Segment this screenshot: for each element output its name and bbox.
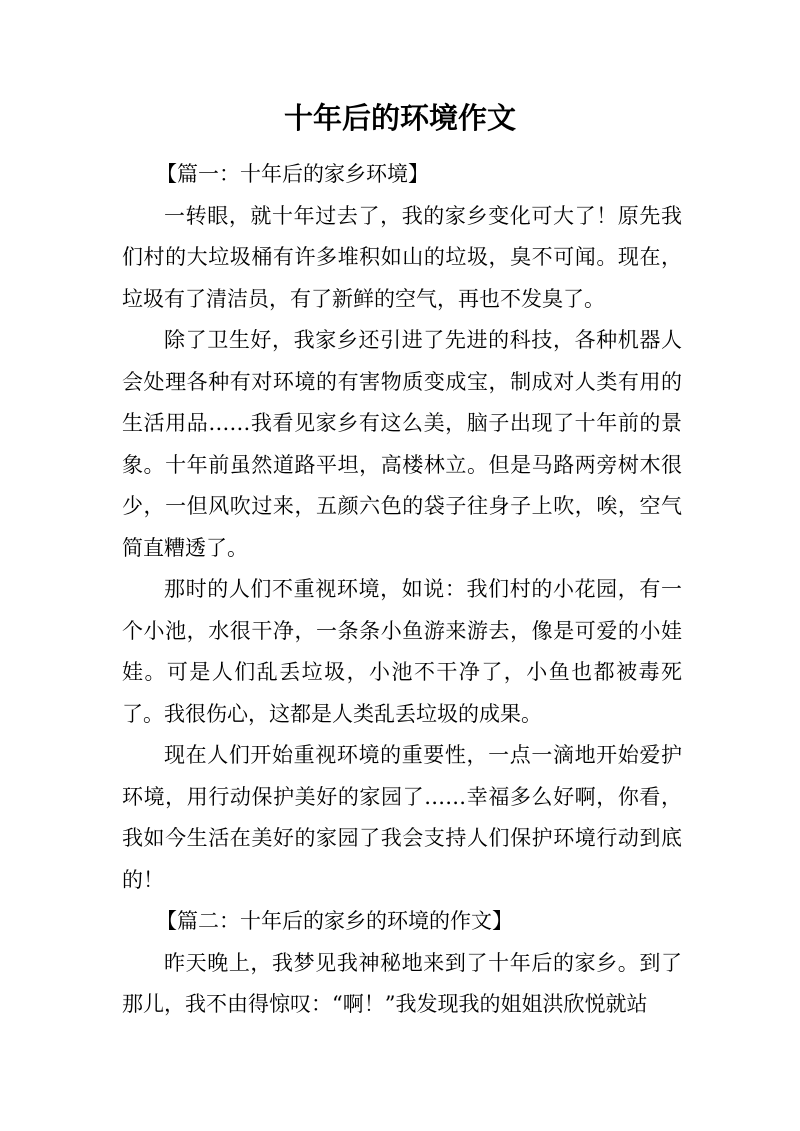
paragraph: 昨天晚上，我梦见我神秘地来到了十年后的家乡。到了那儿，我不由得惊叹：“啊！”我发现我的姐姐洪欣悦就站	[122, 950, 682, 1016]
document-title: 十年后的环境作文	[283, 101, 516, 135]
document-body	[122, 154, 682, 1026]
paragraph: 一转眼，就十年过去了，我的家乡变化可大了！原先我们村的大垃圾桶有许多堆积如山的垃圾，臭不可闻。现在，垃圾有了清洁员，有了新鲜的空气，再也不发臭了。	[122, 203, 682, 311]
paragraph: 现在人们开始重视环境的重要性，一点一滴地开始爱护环境，用行动保护美好的家园了……幸福多么好啊，你看，我如今生活在美好的家园了我会支持人们保护环境行动到底的！	[122, 743, 682, 892]
paragraph: 那时的人们不重视环境，如说：我们村的小花园，有一个小池，水很干净，一条条小鱼游来游去，像是可爱的小娃娃。可是人们乱丢垃圾，小池不干净了，小鱼也都被毒死了。我很伤心，这都是人类乱丢垃圾的成果。	[122, 577, 682, 726]
section-heading-1: 【篇一：十年后的家乡环境】	[156, 162, 429, 186]
paragraph: 除了卫生好，我家乡还引进了先进的科技，各种机器人会处理各种有对环境的有害物质变成宝，制成对人类有用的生活用品……我看见家乡有这么美，脑子出现了十年前的景象。十年前虽然道路平坦，高楼林立。但是马路两旁树木很少，一但风吹过来，五颜六色的袋子往身子上吹，唉，空气简直糟透了。	[122, 328, 682, 560]
section-heading-2: 【篇二：十年后的家乡的环境的作文】	[156, 909, 513, 933]
